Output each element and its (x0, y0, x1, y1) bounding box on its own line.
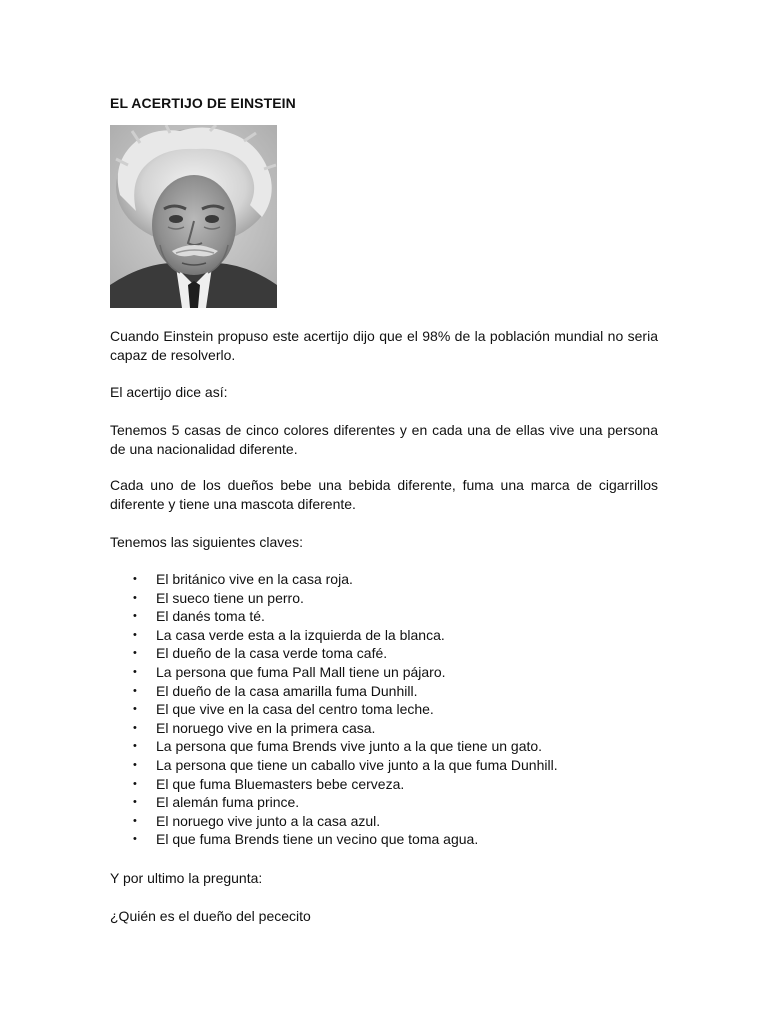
riddle-intro-paragraph: El acertijo dice así: (110, 384, 228, 400)
list-item (110, 756, 670, 775)
bullet-icon: • (133, 777, 137, 790)
list-item (110, 775, 670, 794)
list-item (110, 682, 670, 701)
clue-text: El alemán fuma prince. (156, 794, 300, 811)
clues-heading-paragraph: Tenemos las siguientes claves: (110, 534, 303, 550)
bullet-icon: • (133, 758, 137, 771)
clue-text: El que fuma Bluemasters bebe cerveza. (156, 775, 405, 792)
bullet-icon: • (133, 647, 137, 660)
clue-text: El dueño de la casa verde toma café. (156, 645, 388, 662)
clue-text: El dueño de la casa amarilla fuma Dunhill. (156, 682, 418, 699)
list-item (110, 719, 670, 738)
question-lead-paragraph: Y por ultimo la pregunta: (110, 870, 263, 886)
clue-text: La persona que fuma Brends vive junto a la que tiene un gato. (156, 738, 543, 755)
bullet-icon: • (133, 610, 137, 623)
clue-text: El sueco tiene un perro. (156, 589, 304, 606)
clue-text: La persona que tiene un caballo vive junto a la que fuma Dunhill. (156, 756, 558, 773)
bullet-icon: • (133, 796, 137, 809)
bullet-icon: • (133, 628, 137, 641)
clue-text: El británico vive en la casa roja. (156, 571, 353, 587)
bullet-icon: • (133, 721, 137, 734)
question-paragraph: ¿Quién es el dueño del pececito (110, 908, 311, 924)
clue-text: La casa verde esta a la izquierda de la blanca. (156, 626, 445, 643)
list-item (110, 607, 670, 626)
einstein-portrait-photo (110, 125, 277, 308)
bullet-icon: • (133, 684, 137, 697)
document-title: EL ACERTIJO DE EINSTEIN (110, 95, 296, 111)
list-item (110, 737, 670, 756)
list-item (110, 793, 670, 812)
clue-text: El noruego vive junto a la casa azul. (156, 812, 381, 829)
bullet-icon: • (133, 573, 137, 585)
clues-list (110, 570, 670, 849)
bullet-icon: • (133, 833, 137, 846)
list-item (110, 644, 670, 663)
list-item (110, 570, 670, 589)
clue-text: El danés toma té. (156, 608, 265, 625)
bullet-icon: • (133, 591, 137, 604)
list-item (110, 830, 670, 849)
bullet-icon: • (133, 740, 137, 753)
clue-text: El que fuma Brends tiene un vecino que toma agua. (156, 831, 479, 848)
owners-paragraph: Cada uno de los dueños bebe una bebida diferente, fuma una marca de cigarrillos diferente y tiene una mascota diferente. (110, 477, 658, 512)
clue-text: La persona que fuma Pall Mall tiene un pájaro. (156, 663, 446, 680)
bullet-icon: • (133, 665, 137, 678)
list-item (110, 663, 670, 682)
bullet-icon: • (133, 703, 137, 716)
bullet-icon: • (133, 814, 137, 827)
clue-text: El noruego vive en la primera casa. (156, 719, 376, 736)
list-item (110, 812, 670, 831)
list-item (110, 700, 670, 719)
clue-text: El que vive en la casa del centro toma leche. (156, 701, 434, 718)
list-item (110, 589, 670, 608)
list-item (110, 626, 670, 645)
intro-paragraph: Cuando Einstein propuso este acertijo dijo que el 98% de la población mundial no seria capaz de resolverlo. (110, 328, 658, 363)
houses-paragraph: Tenemos 5 casas de cinco colores diferentes y en cada una de ellas vive una persona de una nacionalidad diferente. (110, 422, 658, 457)
